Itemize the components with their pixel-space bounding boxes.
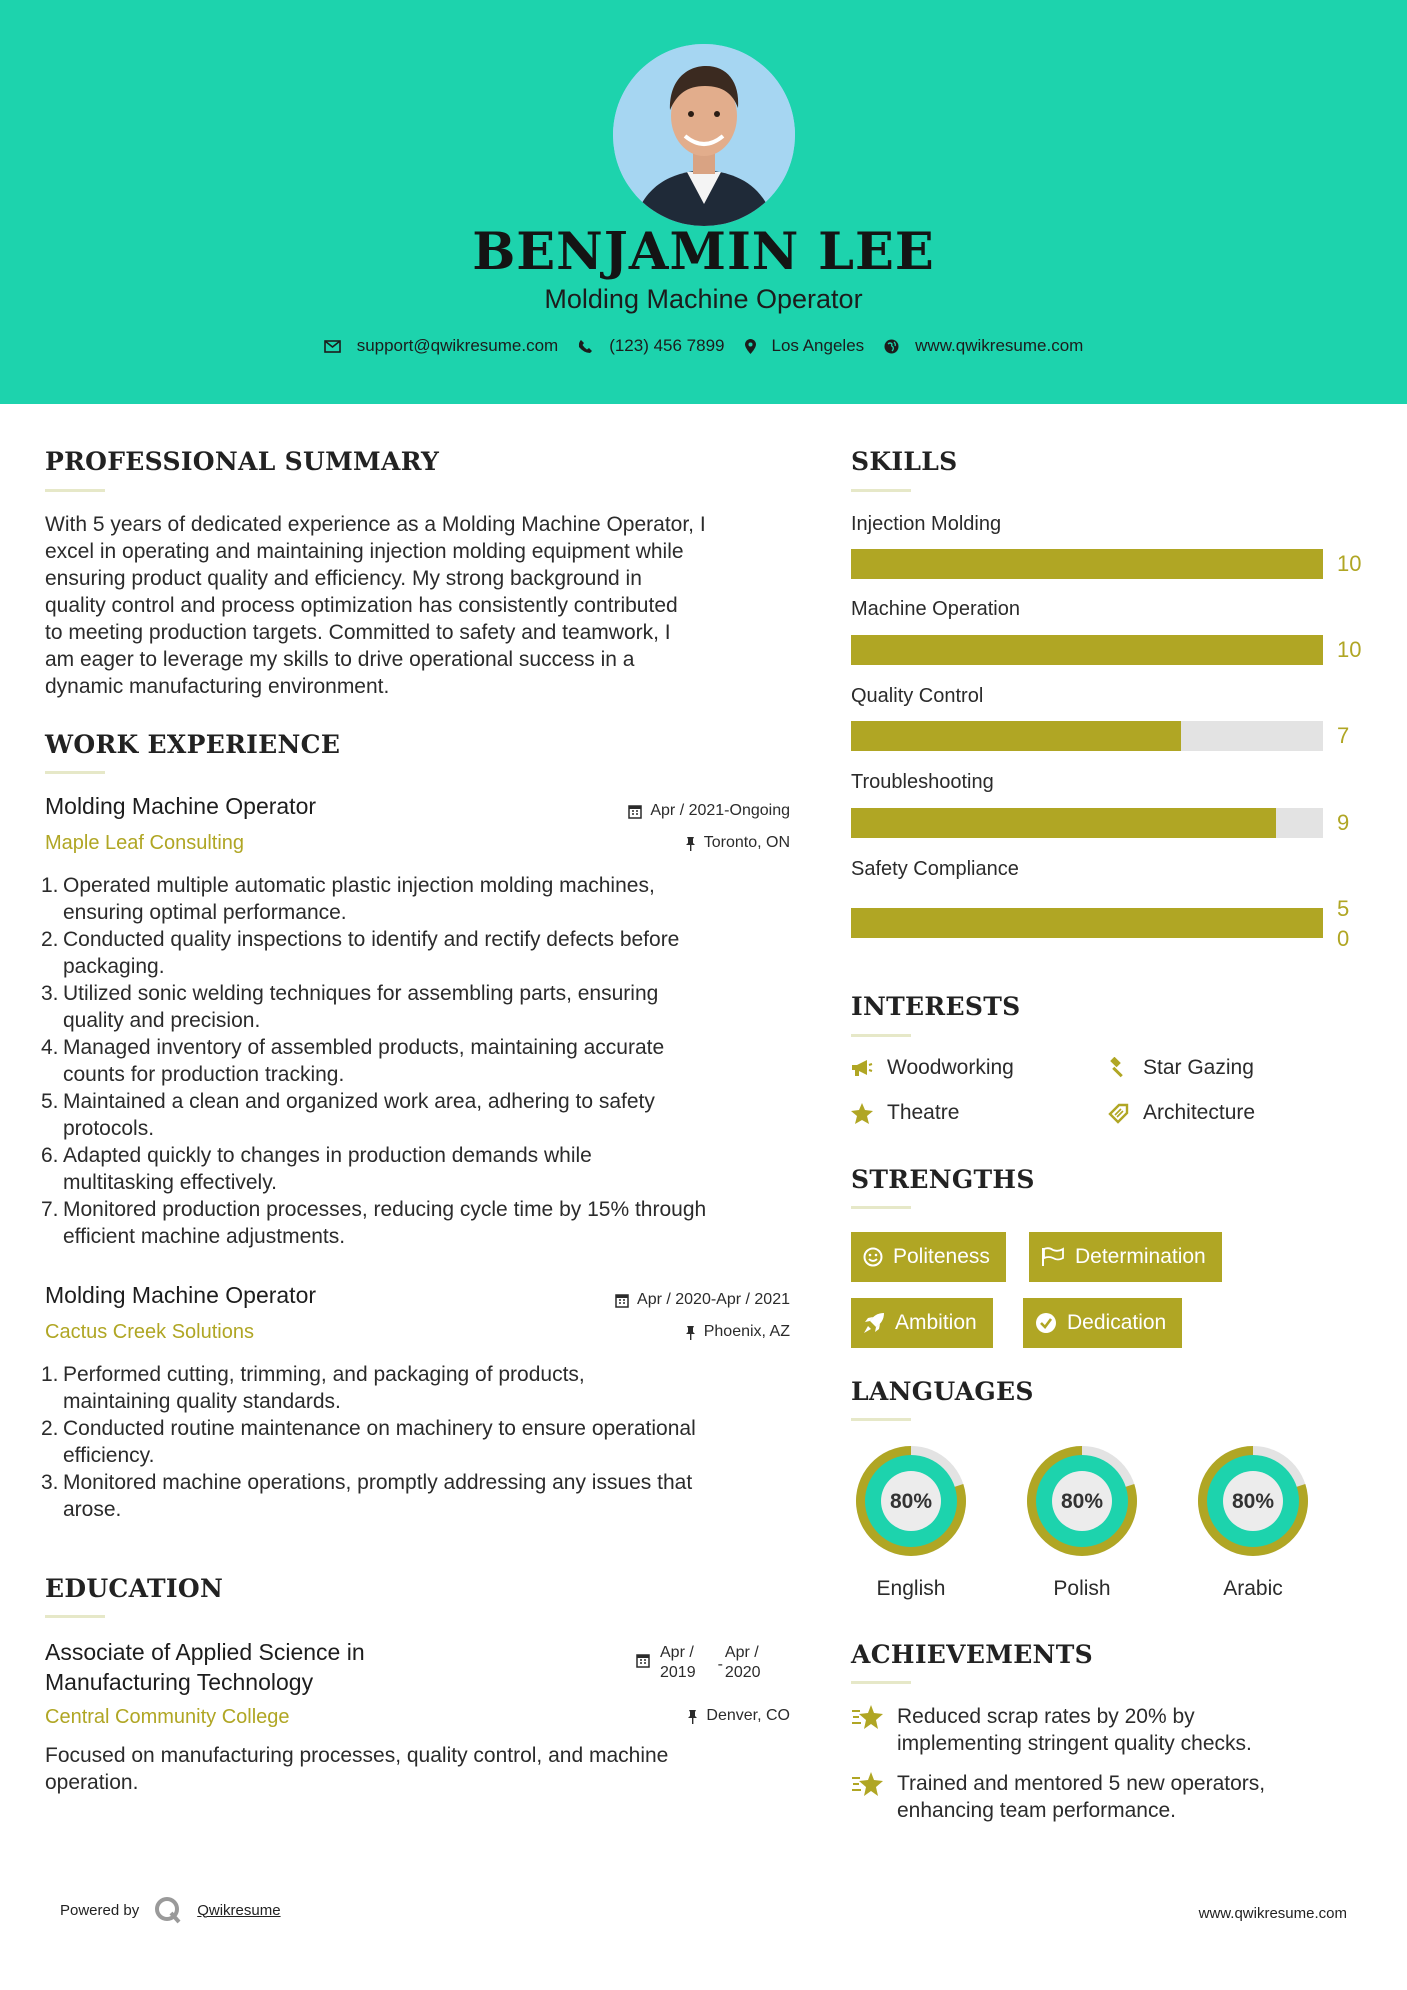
phone-text: (123) 456 7899	[609, 336, 725, 355]
star-award-icon	[851, 1703, 885, 1731]
contact-website[interactable]	[884, 336, 1083, 356]
job-date-text: Apr / 2021-Ongoing	[650, 802, 790, 819]
interest-item	[1107, 1056, 1254, 1080]
duty-list	[41, 872, 815, 1250]
education-rule	[45, 1615, 105, 1618]
tag-icon	[1107, 1102, 1129, 1124]
company-name: Cactus Creek Solutions	[45, 1321, 254, 1343]
language-name: English	[876, 1577, 946, 1600]
skill-value: 9	[1337, 810, 1350, 835]
language-name: Arabic	[1223, 1577, 1283, 1600]
job-title: Molding Machine Operator	[45, 1282, 317, 1308]
list-item: 6. Adapted quickly to changes in production demands while multitasking effectively.	[41, 1144, 592, 1194]
skill-value: 7	[1337, 723, 1350, 748]
website-text: www.qwikresume.com	[915, 336, 1084, 355]
summary-rule	[45, 489, 105, 492]
contact-email[interactable]	[324, 336, 559, 356]
summary-line: quality control and process optimization has consistently contributed	[45, 594, 678, 617]
skill-name: Safety Compliance	[851, 858, 1019, 880]
summary-line: excel in operating and maintaining injection molding equipment while	[45, 540, 684, 563]
degree-line: Associate of Applied Science in	[45, 1639, 365, 1665]
skills-rule	[851, 489, 911, 492]
job-location	[685, 834, 790, 852]
language-name: Polish	[1053, 1577, 1111, 1600]
list-item: 1. Operated multiple automatic plastic injection molding machines, ensuring optimal performance.	[41, 874, 655, 924]
header-banner	[0, 0, 1407, 404]
list-item: 4. Managed inventory of assembled products, maintaining accurate counts for production tracking.	[41, 1036, 665, 1086]
languages-rule	[851, 1418, 911, 1421]
summary-line: am eager to leverage my skills to drive operational success in a	[45, 648, 635, 671]
phone-icon	[578, 339, 593, 354]
summary-line: dynamic manufacturing environment.	[45, 675, 390, 698]
skill-bar-fill	[851, 908, 1323, 938]
company-name: Maple Leaf Consulting	[45, 832, 245, 854]
gauge-label: 80%	[1060, 1490, 1104, 1513]
candidate-title: Molding Machine Operator	[544, 284, 863, 314]
qwikresume-logo-icon	[153, 1895, 183, 1925]
pin-icon	[685, 836, 696, 851]
strength-badge	[851, 1232, 1006, 1282]
job-date	[615, 1291, 790, 1309]
skill-bar	[851, 549, 1323, 579]
degree-line: Manufacturing Technology	[45, 1669, 314, 1695]
skill-bar	[851, 635, 1323, 665]
job-date-text: Apr / 2020-Apr / 2021	[637, 1291, 790, 1308]
skill-bar-fill	[851, 549, 1323, 579]
summary-heading: PROFESSIONAL SUMMARY	[45, 447, 440, 476]
skill-bar	[851, 908, 1323, 938]
duty-list	[41, 1361, 815, 1523]
education-heading: EDUCATION	[45, 1574, 224, 1603]
achievement-item: Reduced scrap rates by 20% by implementing stringent quality checks.	[851, 1703, 1331, 1757]
job-location-text: Phoenix, AZ	[703, 1323, 790, 1340]
calendar-icon	[615, 1293, 629, 1308]
skill-value: 10	[1337, 637, 1362, 662]
star-icon	[851, 1103, 873, 1124]
map-marker-icon	[745, 339, 756, 354]
summary-line: to meeting production targets. Committed to safety and teamwork, I	[45, 621, 671, 644]
skills-heading: SKILLS	[851, 447, 958, 476]
summary-line: With 5 years of dedicated experience as a Molding Machine Operator, I	[45, 513, 706, 536]
contact-bar	[0, 336, 1407, 356]
list-item: 1. Performed cutting, trimming, and packaging of products, maintaining quality standards.	[41, 1363, 585, 1413]
email-text: support@qwikresume.com	[356, 336, 559, 355]
footer-site[interactable]: www.qwikresume.com	[1198, 1905, 1347, 1922]
interest-item	[851, 1056, 1014, 1080]
language-gauge	[1192, 1440, 1314, 1562]
pin-icon	[685, 1325, 696, 1340]
list-item: 7. Monitored production processes, reducing cycle time by 15% through efficient machine adjustments.	[41, 1198, 707, 1248]
list-item: 3. Utilized sonic welding techniques for assembling parts, ensuring quality and precision.	[41, 982, 659, 1032]
strength-label: Dedication	[1067, 1311, 1167, 1334]
strength-label: Politeness	[893, 1245, 990, 1268]
skill-bar-fill	[851, 808, 1276, 838]
interest-item	[1107, 1101, 1255, 1125]
interests-heading: INTERESTS	[851, 992, 1021, 1021]
check-circle-icon	[1035, 1312, 1057, 1334]
brand-link[interactable]: Qwikresume	[197, 1901, 281, 1919]
star-award-icon	[851, 1770, 885, 1798]
summary-text	[45, 511, 805, 700]
skill-bar-fill	[851, 721, 1181, 751]
education-location	[687, 1707, 790, 1725]
interest-label: Architecture	[1143, 1101, 1256, 1124]
experience-heading: WORK EXPERIENCE	[45, 730, 341, 759]
school-name: Central Community College	[45, 1706, 290, 1728]
gauge-label: 80%	[1231, 1490, 1275, 1513]
interest-label: Theatre	[887, 1101, 960, 1124]
skill-name: Quality Control	[851, 685, 984, 707]
achievement-item: Trained and mentored 5 new operators, enhancing team performance.	[851, 1770, 1331, 1824]
experience-rule	[45, 771, 105, 774]
list-item: 2. Conducted routine maintenance on machinery to ensure operational efficiency.	[41, 1417, 696, 1467]
skill-value: 5	[1337, 896, 1350, 921]
achievements-heading: ACHIEVEMENTS	[851, 1640, 1093, 1669]
skill-name: Injection Molding	[851, 513, 1002, 535]
globe-icon	[884, 339, 899, 354]
summary-line: ensuring product quality and efficiency. My strong background in	[45, 567, 642, 590]
skill-bar	[851, 721, 1323, 751]
envelope-icon	[324, 340, 341, 353]
strength-badge	[851, 1298, 993, 1348]
list-item: 2. Conducted quality inspections to identify and rectify defects before packaging.	[41, 928, 680, 978]
job-location-text: Toronto, ON	[703, 834, 790, 851]
language-gauge	[1021, 1440, 1143, 1562]
education-date: Apr / 2019 - Apr / 2020	[636, 1643, 761, 1683]
interest-label: Star Gazing	[1143, 1056, 1254, 1079]
candidate-name: BENJAMIN LEE	[472, 222, 935, 282]
pin-icon	[687, 1709, 698, 1724]
interest-label: Woodworking	[887, 1056, 1014, 1079]
skill-bar	[851, 808, 1323, 838]
list-item: 3. Monitored machine operations, promptly addressing any issues that arose.	[41, 1471, 693, 1521]
strengths-rule	[851, 1206, 911, 1209]
calendar-icon	[636, 1653, 650, 1668]
strength-badge	[1029, 1232, 1222, 1282]
interest-item	[851, 1101, 959, 1125]
contact-phone[interactable]	[578, 336, 724, 356]
gavel-icon	[1107, 1057, 1129, 1079]
skill-name: Troubleshooting	[851, 771, 994, 793]
job-location	[685, 1323, 790, 1341]
languages-heading: LANGUAGES	[851, 1377, 1034, 1406]
location-text: Los Angeles	[771, 336, 865, 355]
gauge-label: 80%	[889, 1490, 933, 1513]
list-item: 5. Maintained a clean and organized work area, adhering to safety protocols.	[41, 1090, 655, 1140]
rocket-icon	[863, 1312, 885, 1334]
achievements-rule	[851, 1681, 911, 1684]
job-date	[628, 802, 790, 820]
education-location-text: Denver, CO	[706, 1707, 790, 1724]
footer-brand	[60, 1895, 281, 1925]
skill-value: 0	[1337, 926, 1350, 951]
contact-location	[745, 336, 865, 356]
flag-icon	[1041, 1247, 1065, 1267]
strength-label: Determination	[1075, 1245, 1206, 1268]
language-gauge	[850, 1440, 972, 1562]
bullhorn-icon	[851, 1058, 873, 1078]
smile-icon	[863, 1247, 883, 1267]
strengths-heading: STRENGTHS	[851, 1165, 1035, 1194]
degree-title	[45, 1637, 365, 1697]
calendar-icon	[628, 804, 642, 819]
profile-photo	[613, 44, 795, 226]
skill-name: Machine Operation	[851, 598, 1020, 620]
strength-label: Ambition	[895, 1311, 977, 1334]
education-description: Focused on manufacturing processes, quality control, and machine operation.	[45, 1744, 669, 1794]
strength-badge	[1023, 1298, 1182, 1348]
skill-bar-fill	[851, 635, 1323, 665]
powered-by-text: Powered by	[60, 1901, 140, 1919]
skill-value: 10	[1337, 551, 1362, 576]
job-title: Molding Machine Operator	[45, 793, 317, 819]
interests-rule	[851, 1034, 911, 1037]
